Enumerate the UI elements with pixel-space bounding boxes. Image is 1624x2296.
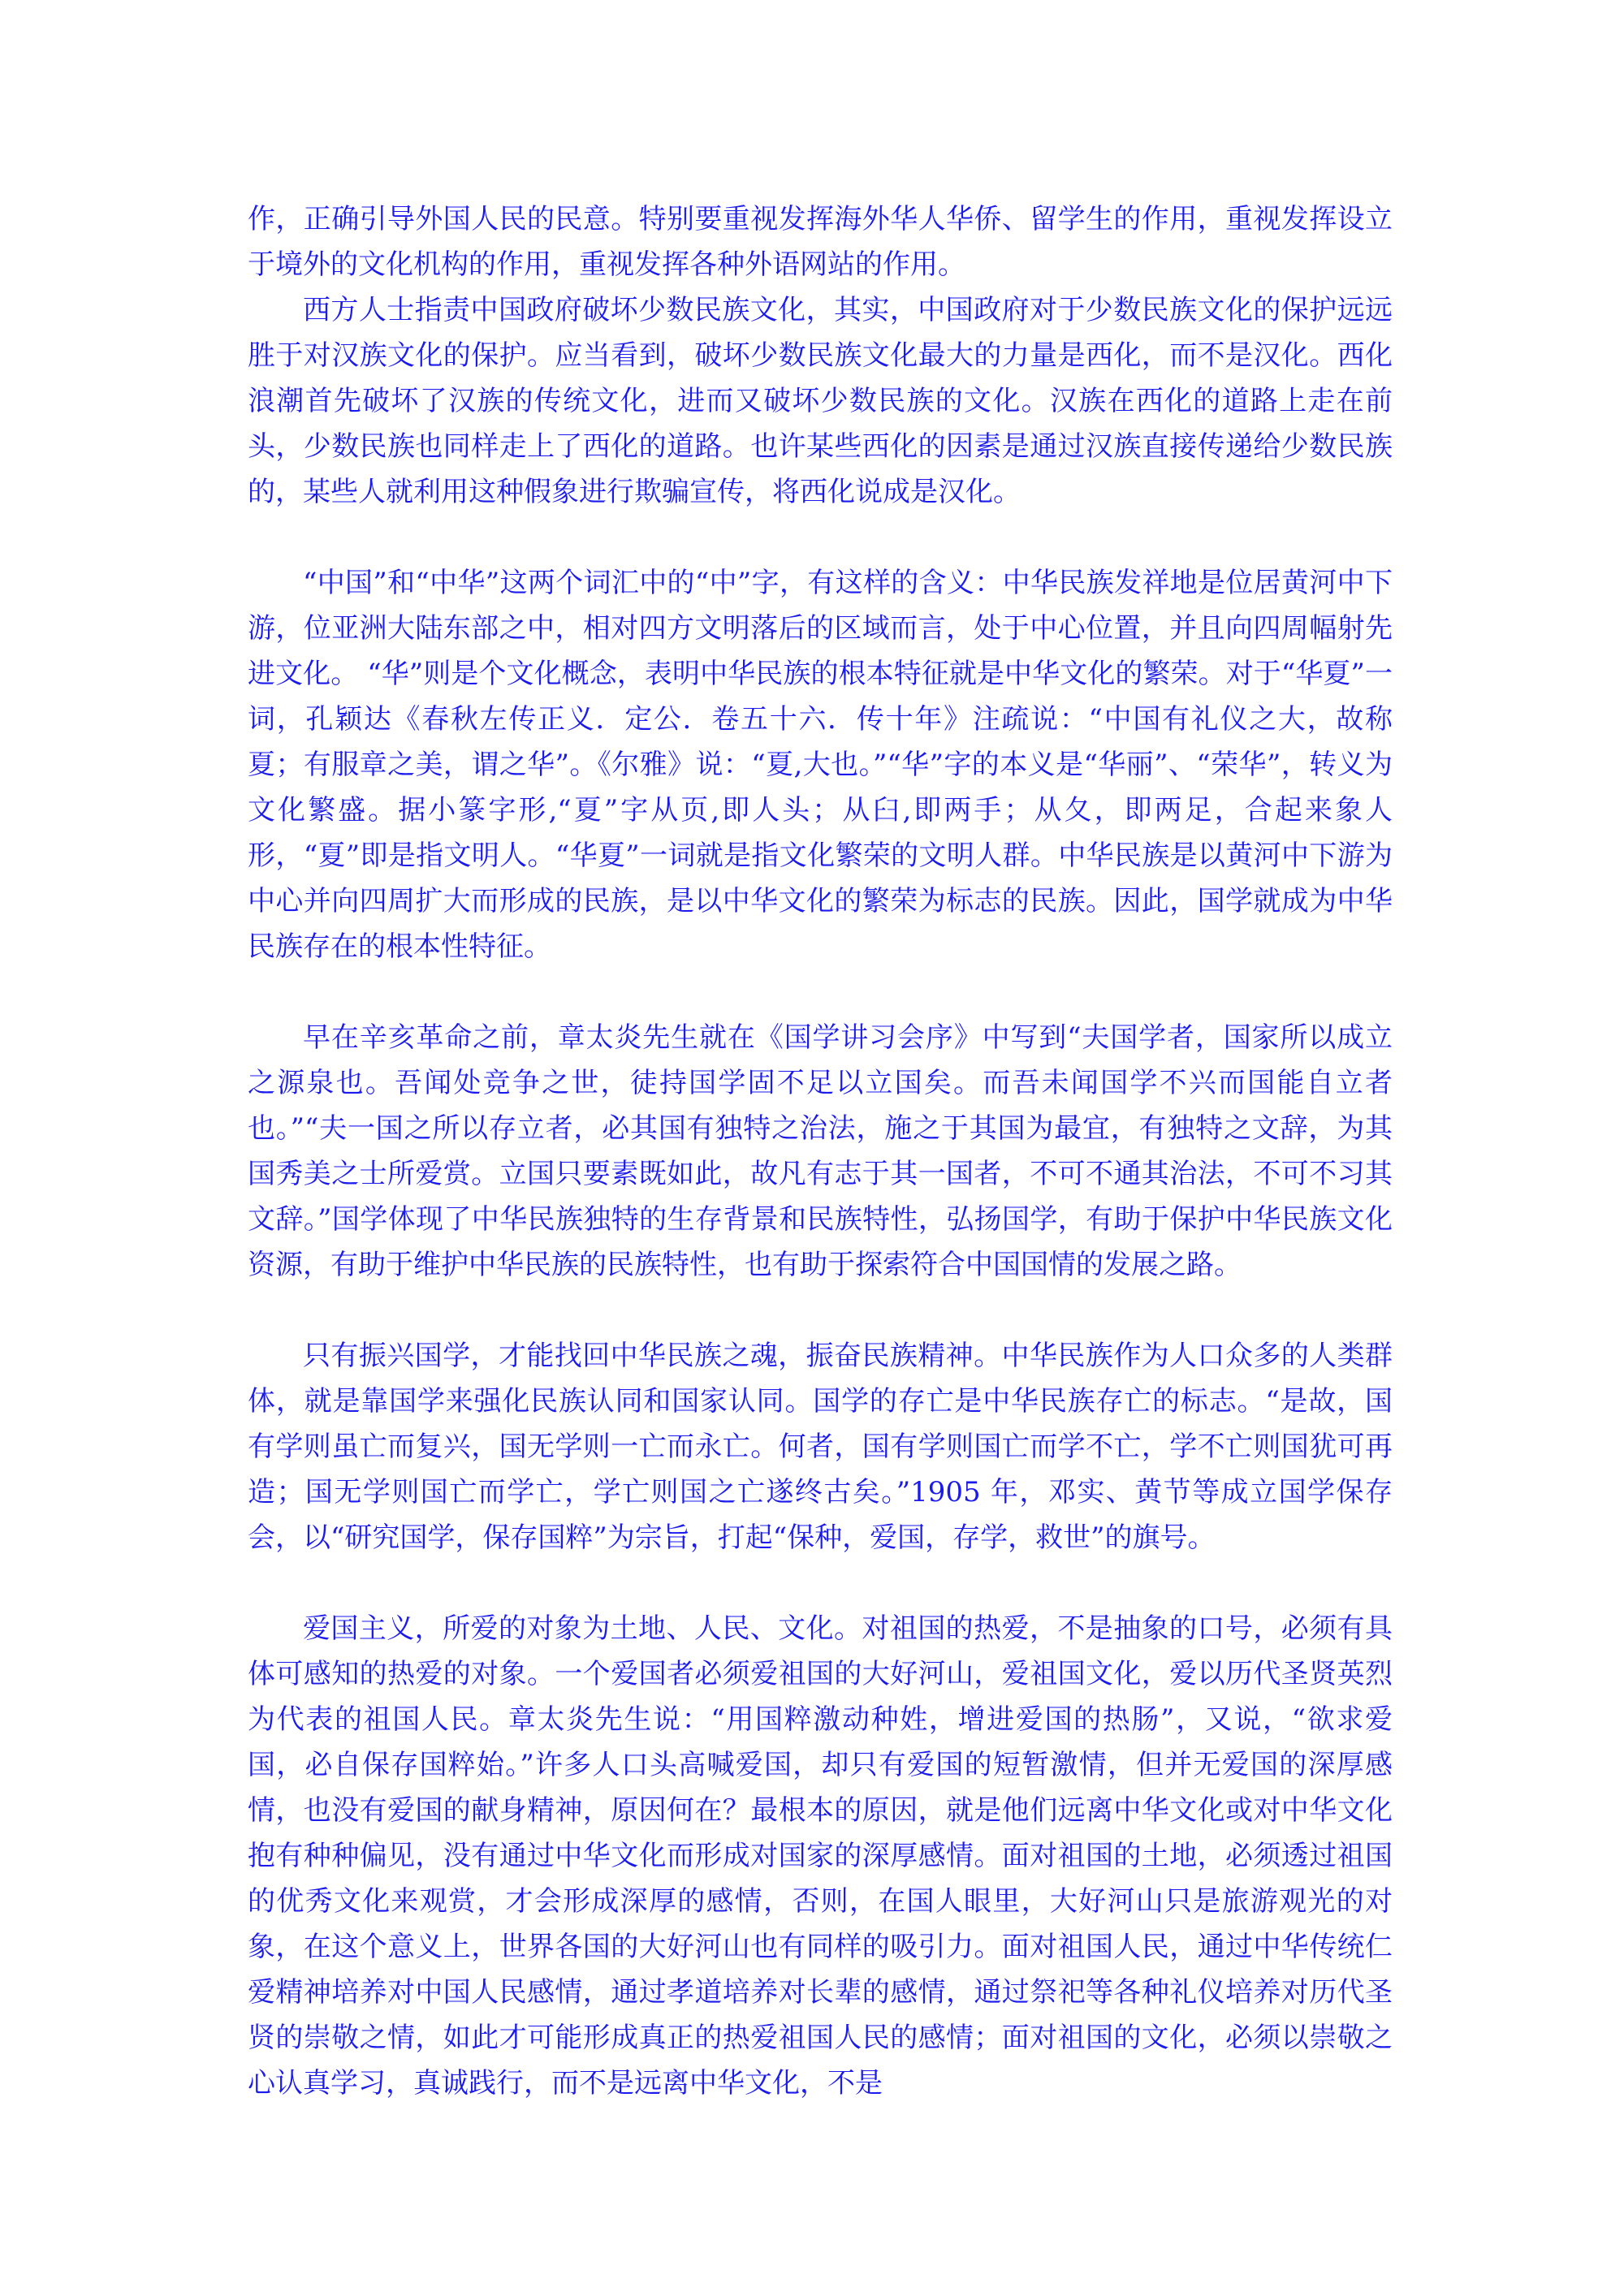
paragraph-patriotism: 爱国主义，所爱的对象为土地、人民、文化。对祖国的热爱，不是抽象的口号，必须有具体可感知的热爱的对象。一个爱国者必须爱祖国的大好河山，爱祖国文化，爱以历代圣贤英烈为代表的祖国人民。章太炎先生说：“用国粹激动种姓，增进爱国的热肠”，又说，“欲求爱国，必自保存国粹始。”许多人口头高喊爱国，却只有爱国的短暂激情，但并无爱国的深厚感情，也没有爱国的献身精神，原因何在？最根本的原因，就是他们远离中华文化或对中华文化抱有种种偏见，没有通过中华文化而形成对国家的深厚感情。面对祖国的土地，必须透过祖国的优秀文化来观赏，才会形成深厚的感情，否则，在国人眼里，大好河山只是旅游观光的对象，在这个意义上，世界各国的大好河山也有同样的吸引力。面对祖国人民，通过中华传统仁爱精神培养对中国人民感情，通过孝道培养对长辈的感情，通过祭祀等各种礼仪培养对历代圣贤的崇敬之情，如此才可能形成真正的热爱祖国人民的感情；面对祖国的文化，必须以崇敬之心认真学习，真诚践行，而不是远离中华文化，不是 — [248, 1612, 1393, 2100]
document-page — [248, 196, 1393, 2106]
paragraph-continuation: 作，正确引导外国人民的民意。特别要重视发挥海外华人华侨、留学生的作用，重视发挥设立于境外的文化机构的作用，重视发挥各种外语网站的作用。 — [248, 203, 1393, 281]
paragraph-revive-guoxue: 只有振兴国学，才能找回中华民族之魂，振奋民族精神。中华民族作为人口众多的人类群体，就是靠国学来强化民族认同和国家认同。国学的存亡是中华民族存亡的标志。“是故，国有学则虽亡而复兴，国无学则一亡而永亡。何者，国有学则国亡而学不亡，学不亡则国犹可再造；国无学则国亡而学亡，学亡则国之亡遂终古矣。”1905 年，邓实、黄节等成立国学保存会，以“研究国学，保存国粹”为宗旨，打起“保种，爱国，存学，救世”的旗号。 — [248, 1340, 1393, 1554]
paragraph-zhonghua-meaning: “中国”和“中华”这两个词汇中的“中”字，有这样的含义：中华民族发祥地是位居黄河中下游，位亚洲大陆东部之中，相对四方文明落后的区域而言，处于中心位置，并且向四周幅射先进文化。 “华”则是个文化概念，表明中华民族的根本特征就是中华文化的繁荣。对于“华夏”一词，孔颖达《春秋左传正义．定公．卷五十六．传十年》注疏说：“中国有礼仪之大，故称夏；有服章之美，谓之华”。《尔雅》说：“夏,大也。”“华”字的本义是“华丽”、“荣华”，转义为文化繁盛。据小篆字形,“夏”字从页,即人头；从臼,即两手；从夂，即两足，合起来象人形，“夏”即是指文明人。“华夏”一词就是指文化繁荣的文明人群。中华民族是以黄河中下游为中心并向四周扩大而形成的民族，是以中华文化的繁荣为标志的民族。因此，国学就成为中华民族存在的根本性特征。 — [248, 567, 1393, 963]
paragraph-zhang-taiyan: 早在辛亥革命之前，章太炎先生就在《国学讲习会序》中写到“夫国学者，国家所以成立之源泉也。吾闻处竞争之世，徒持国学固不足以立国矣。而吾未闻国学不兴而国能自立者也。”“夫一国之所以存立者，必其国有独特之治法，施之于其国为最宜，有独特之文辞，为其国秀美之士所爱赏。立国只要素既如此，故凡有志于其一国者，不可不通其治法，不可不习其文辞。”国学体现了中华民族独特的生存背景和民族特性，弘扬国学，有助于保护中华民族文化资源，有助于维护中华民族的民族特性，也有助于探索符合中国国情的发展之路。 — [248, 1021, 1393, 1281]
paragraph-minority-culture: 西方人士指责中国政府破坏少数民族文化，其实，中国政府对于少数民族文化的保护远远胜于对汉族文化的保护。应当看到，破坏少数民族文化最大的力量是西化，而不是汉化。西化浪潮首先破坏了汉族的传统文化，进而又破坏少数民族的文化。汉族在西化的道路上走在前头，少数民族也同样走上了西化的道路。也许某些西化的因素是通过汉族直接传递给少数民族的，某些人就利用这种假象进行欺骗宣传，将西化说成是汉化。 — [248, 294, 1393, 508]
